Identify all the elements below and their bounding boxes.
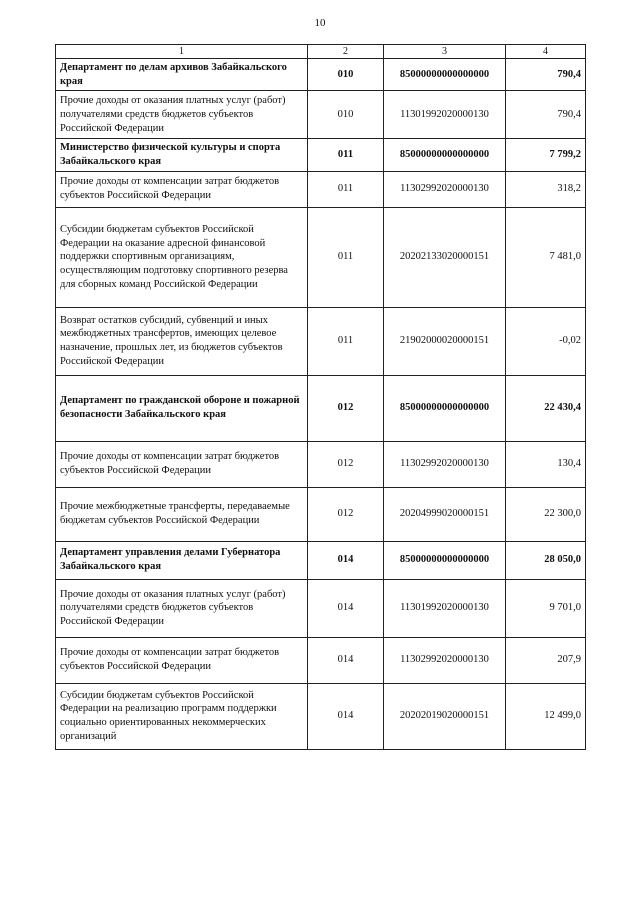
code-cell: 010: [308, 91, 384, 139]
table-row: [56, 487, 586, 541]
code-cell: 014: [308, 579, 384, 637]
name-cell: Департамент по гражданской обороне и пожарной безопасности Забайкальского края: [56, 375, 308, 441]
amount-cell: 22 430,4: [506, 375, 586, 441]
table-row-department: [56, 59, 586, 91]
kbk-cell: 85000000000000000: [384, 59, 506, 91]
kbk-cell: 20202019020000151: [384, 683, 506, 749]
name-cell: Прочие доходы от оказания платных услуг (работ) получателями средств бюджетов субъектов Российской Федерации: [56, 579, 308, 637]
column-header-3: 3: [384, 45, 506, 59]
code-cell: 012: [308, 487, 384, 541]
name-cell: Субсидии бюджетам субъектов Российской Федерации на оказание адресной финансовой поддержки спортивным организациям, осуществляющим подготовку спортивного резерва для сборных команд Российской Федерации: [56, 207, 308, 307]
column-header-4: 4: [506, 45, 586, 59]
code-cell: 011: [308, 171, 384, 207]
code-cell: 011: [308, 207, 384, 307]
amount-cell: 12 499,0: [506, 683, 586, 749]
table-row: [56, 307, 586, 375]
kbk-cell: 85000000000000000: [384, 375, 506, 441]
column-header-1: 1: [56, 45, 308, 59]
amount-cell: 790,4: [506, 91, 586, 139]
name-cell: Прочие доходы от оказания платных услуг (работ) получателями средств бюджетов субъектов Российской Федерации: [56, 91, 308, 139]
table-row-department: [56, 139, 586, 171]
name-cell: Прочие доходы от компенсации затрат бюджетов субъектов Российской Федерации: [56, 171, 308, 207]
amount-cell: 790,4: [506, 59, 586, 91]
kbk-cell: 85000000000000000: [384, 541, 506, 579]
table-row: [56, 91, 586, 139]
table-row: [56, 441, 586, 487]
amount-cell: 207,9: [506, 637, 586, 683]
table-row: [56, 207, 586, 307]
name-cell: Департамент управления делами Губернатора Забайкальского края: [56, 541, 308, 579]
table-row: [56, 683, 586, 749]
kbk-cell: 21902000020000151: [384, 307, 506, 375]
amount-cell: 7 799,2: [506, 139, 586, 171]
column-header-2: 2: [308, 45, 384, 59]
table-row: [56, 171, 586, 207]
code-cell: 014: [308, 637, 384, 683]
name-cell: Возврат остатков субсидий, субвенций и иных межбюджетных трансфертов, имеющих целевое назначение, прошлых лет, из бюджетов субъектов Российской Федерации: [56, 307, 308, 375]
kbk-cell: 20204999020000151: [384, 487, 506, 541]
table-row-department: [56, 375, 586, 441]
table-row: [56, 637, 586, 683]
amount-cell: 9 701,0: [506, 579, 586, 637]
code-cell: 014: [308, 541, 384, 579]
name-cell: Субсидии бюджетам субъектов Российской Федерации на реализацию программ поддержки социально ориентированных некоммерческих организаций: [56, 683, 308, 749]
amount-cell: 318,2: [506, 171, 586, 207]
name-cell: Прочие межбюджетные трансферты, передаваемые бюджетам субъектов Российской Федерации: [56, 487, 308, 541]
kbk-cell: 11302992020000130: [384, 171, 506, 207]
amount-cell: 28 050,0: [506, 541, 586, 579]
amount-cell: 22 300,0: [506, 487, 586, 541]
kbk-cell: 11302992020000130: [384, 441, 506, 487]
table-header-row: [56, 45, 586, 59]
kbk-cell: 11301992020000130: [384, 91, 506, 139]
code-cell: 011: [308, 307, 384, 375]
kbk-cell: 85000000000000000: [384, 139, 506, 171]
kbk-cell: 20202133020000151: [384, 207, 506, 307]
name-cell: Прочие доходы от компенсации затрат бюджетов субъектов Российской Федерации: [56, 441, 308, 487]
amount-cell: 7 481,0: [506, 207, 586, 307]
amount-cell: -0,02: [506, 307, 586, 375]
name-cell: Министерство физической культуры и спорта Забайкальского края: [56, 139, 308, 171]
amount-cell: 130,4: [506, 441, 586, 487]
budget-revenue-table: [55, 44, 586, 750]
table-row: [56, 579, 586, 637]
code-cell: 011: [308, 139, 384, 171]
code-cell: 012: [308, 375, 384, 441]
name-cell: Прочие доходы от компенсации затрат бюджетов субъектов Российской Федерации: [56, 637, 308, 683]
page-number: 10: [314, 17, 326, 29]
table-row-department: [56, 541, 586, 579]
code-cell: 012: [308, 441, 384, 487]
kbk-cell: 11301992020000130: [384, 579, 506, 637]
code-cell: 014: [308, 683, 384, 749]
name-cell: Департамент по делам архивов Забайкальского края: [56, 59, 308, 91]
code-cell: 010: [308, 59, 384, 91]
kbk-cell: 11302992020000130: [384, 637, 506, 683]
